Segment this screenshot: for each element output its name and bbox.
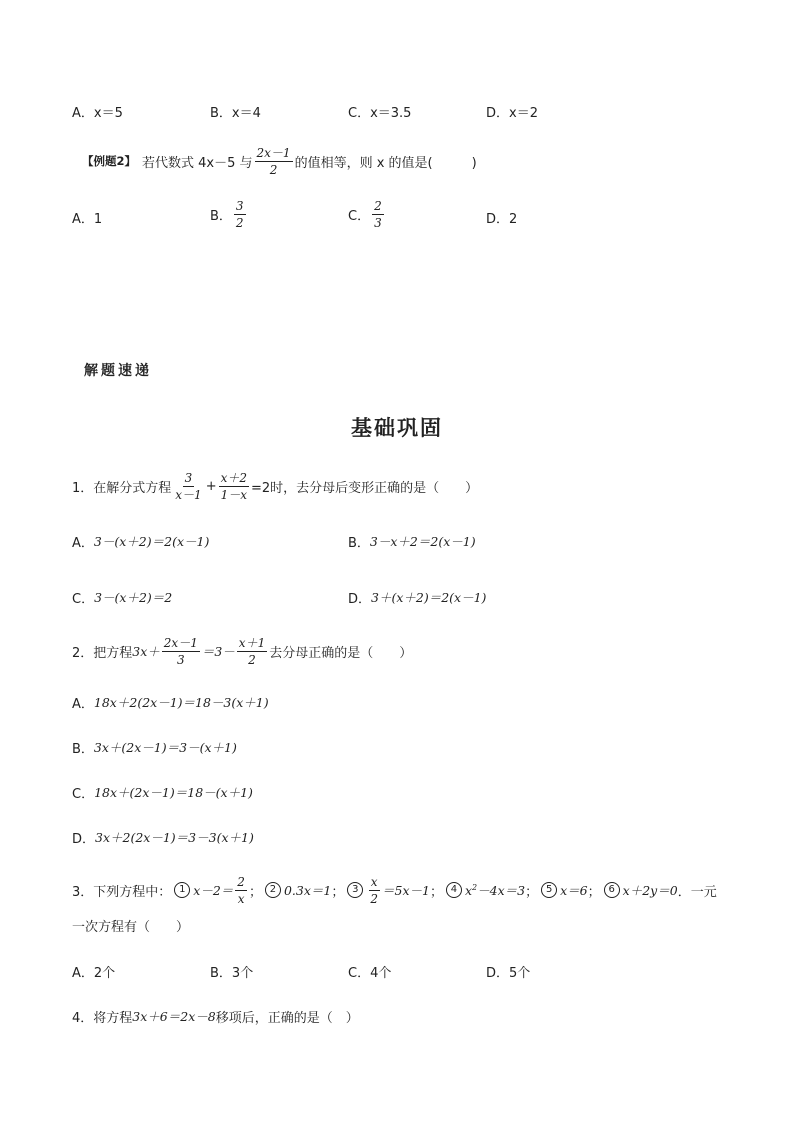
fraction <box>237 637 267 666</box>
fraction <box>235 876 247 905</box>
example-tag: 【例题2】 <box>82 154 137 168</box>
option-d <box>348 586 486 608</box>
fraction-numerator: 2x－1 <box>163 635 198 650</box>
question-text-pre: 4．将方程 <box>72 1010 133 1026</box>
question-3-line-2: 一次方程有（ ） <box>72 919 190 935</box>
option-c: C．x＝3.5 <box>348 106 412 121</box>
fraction-denominator: 1－x <box>220 487 247 502</box>
question-3 <box>72 870 717 910</box>
fraction <box>255 147 293 176</box>
fraction-numerator: x＋1 <box>238 635 266 650</box>
equation-6: x＋2y＝0 <box>622 883 678 898</box>
fraction <box>372 200 384 229</box>
question-2 <box>72 630 412 672</box>
equation-2: 0.3x＝1 <box>283 883 332 898</box>
question-1 <box>72 466 478 506</box>
expression-part: ＝3－ <box>201 644 235 659</box>
option-a: A．2个 <box>72 966 116 981</box>
option-expression: 3x＋2(2x－1)＝3－3(x＋1) <box>95 830 254 845</box>
option-label: A． <box>72 696 94 712</box>
fraction-numerator: x <box>370 874 378 889</box>
option-label: D． <box>72 831 96 847</box>
question-text-pre: 2．把方程 <box>72 645 133 661</box>
fraction <box>162 637 200 666</box>
equation-5: x＝6 <box>560 883 588 898</box>
question-text-tail: ．一元 <box>677 884 717 900</box>
fraction-denominator: 3 <box>177 652 185 667</box>
fraction <box>368 876 380 905</box>
question-text-pre: 1．在解分式方程 <box>72 480 172 496</box>
fraction-numerator: 2 <box>237 874 245 889</box>
plus-sign: + <box>205 478 217 494</box>
option-label: C． <box>348 209 371 224</box>
option-label: C． <box>72 786 95 802</box>
equation-4-base: x <box>464 883 473 898</box>
separator: ； <box>429 884 443 900</box>
fraction <box>219 472 249 501</box>
fraction-numerator: 3 <box>184 470 193 485</box>
equation-4-exponent: 2 <box>472 882 478 892</box>
fraction-numerator: 2 <box>374 199 382 213</box>
question-text-post: =2时，去分母后变形正确的是（ ） <box>251 480 479 496</box>
fraction-denominator: 2 <box>370 891 378 906</box>
fraction-denominator: 2 <box>269 162 278 177</box>
circled-number-5: 5 <box>541 882 557 898</box>
circled-number-3: 3 <box>347 882 363 898</box>
option-expression: 18x＋2(2x－1)＝18－3(x＋1) <box>93 695 269 710</box>
separator: ； <box>331 884 345 900</box>
option-expression: 3－x＋2＝2(x－1) <box>369 534 476 549</box>
equation-4 <box>465 881 525 899</box>
circled-number-1: 1 <box>174 882 190 898</box>
fraction-denominator: 2 <box>235 216 244 230</box>
equation: 3x＋6＝2x－8 <box>132 1009 216 1024</box>
option-expression: 18x＋(2x－1)＝18－(x＋1) <box>94 785 253 800</box>
option-label: B． <box>210 209 232 224</box>
circled-number-4: 4 <box>446 882 462 898</box>
option-a <box>72 530 209 552</box>
option-label: C． <box>72 591 95 607</box>
option-a: A．1 <box>72 212 103 227</box>
fraction-denominator: x－1 <box>175 487 202 502</box>
fraction-denominator: 3 <box>374 216 382 230</box>
question-text-pre: 3．下列方程中： <box>72 884 172 900</box>
option-c: C．4个 <box>348 966 392 981</box>
option-d: D．2 <box>486 212 518 227</box>
fraction-numerator: x＋2 <box>220 470 247 485</box>
equation-1: x－2＝ <box>193 883 234 898</box>
option-c <box>72 586 172 608</box>
question-text-post: 的值相等，则 x 的值是( ) <box>294 155 477 171</box>
equation-3: ＝5x－1 <box>382 883 430 898</box>
option-c <box>348 200 386 229</box>
option-expression: 3－(x＋2)＝2 <box>94 590 173 605</box>
example-2-question <box>82 142 477 180</box>
question-text-pre: 若代数式 4x－5 与 <box>142 155 253 171</box>
prev-question-options <box>0 96 794 126</box>
circled-number-6: 6 <box>604 882 620 898</box>
option-b <box>72 737 237 757</box>
option-label: A． <box>72 535 94 551</box>
option-b <box>210 200 248 229</box>
option-expression: 3＋(x＋2)＝2(x－1) <box>371 590 487 605</box>
option-c <box>72 782 253 802</box>
option-b <box>348 530 476 552</box>
question-text-post: 去分母正确的是（ ） <box>269 645 413 661</box>
option-d: D．x＝2 <box>486 106 538 121</box>
option-a <box>72 692 269 712</box>
option-d: D．5个 <box>486 966 531 981</box>
separator: ； <box>587 884 601 900</box>
equation-4-rest: －4x＝3 <box>477 883 526 898</box>
option-label: D． <box>348 591 372 607</box>
question-3-options <box>0 956 794 986</box>
question-4 <box>72 1006 359 1026</box>
separator: ； <box>525 884 539 900</box>
option-expression: 3－(x＋2)＝2(x－1) <box>93 534 210 549</box>
example-2-options <box>0 198 794 238</box>
expression-part: 3x＋ <box>132 644 160 659</box>
option-label: B． <box>348 535 370 551</box>
fraction-numerator: 2x－1 <box>256 145 291 160</box>
separator: ； <box>248 884 262 900</box>
option-label: B． <box>72 741 94 757</box>
option-b: B．x＝4 <box>210 106 261 121</box>
option-expression: 3x＋(2x－1)＝3－(x＋1) <box>93 740 237 755</box>
fraction <box>173 472 203 501</box>
circled-number-2: 2 <box>265 882 281 898</box>
question-text-post: 移项后，正确的是（ ） <box>215 1010 359 1026</box>
fraction-denominator: x <box>237 891 245 906</box>
fraction-denominator: 2 <box>248 652 256 667</box>
option-a: A．x＝5 <box>72 106 123 121</box>
option-d <box>72 827 254 847</box>
option-b: B．3个 <box>210 966 254 981</box>
section-subheading: 解题速递 <box>84 363 152 379</box>
section-title: 基础巩固 <box>351 415 443 440</box>
fraction <box>234 200 246 229</box>
fraction-numerator: 3 <box>235 199 244 213</box>
